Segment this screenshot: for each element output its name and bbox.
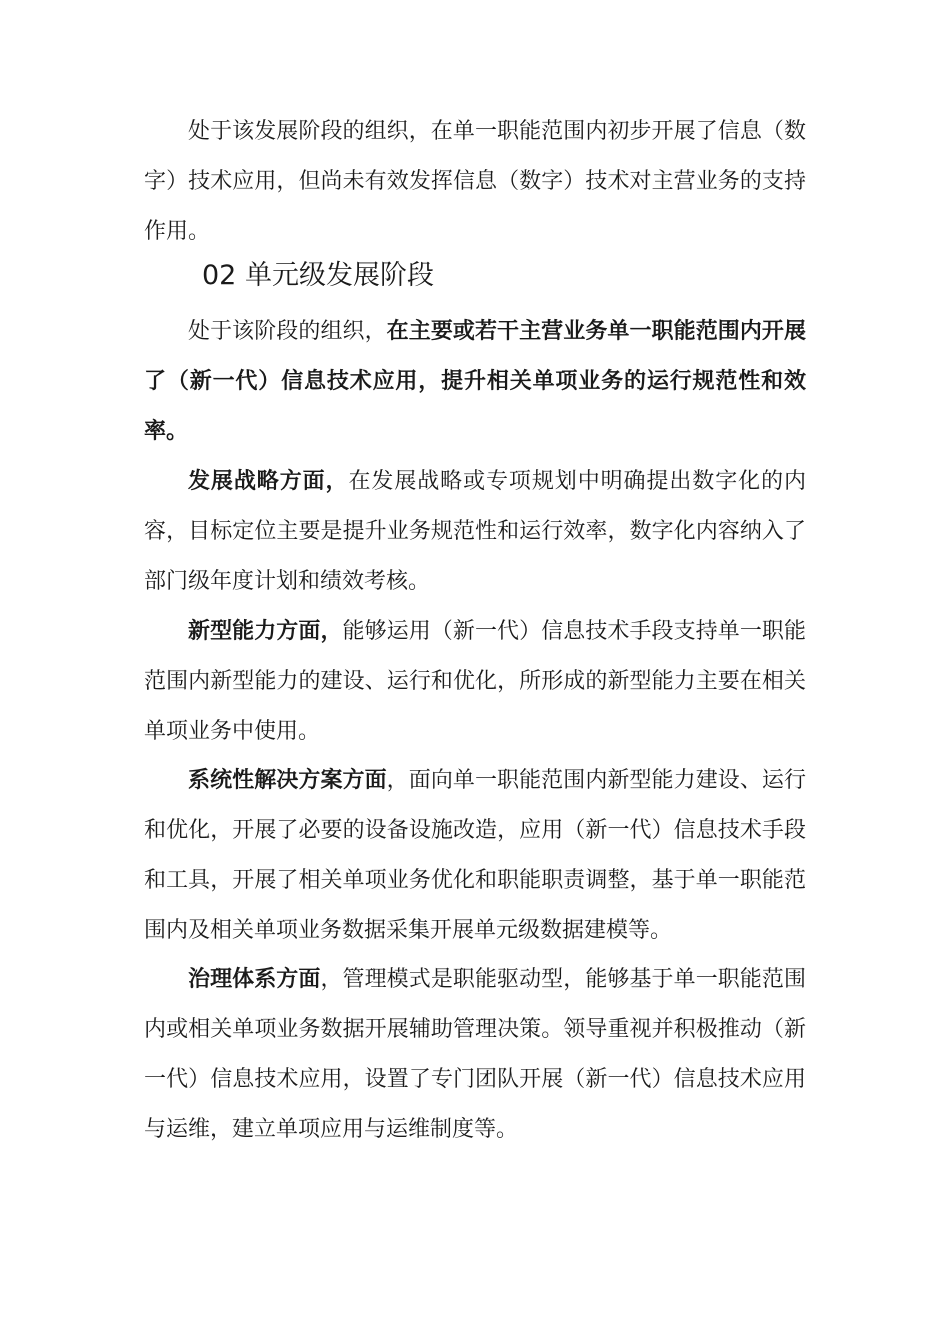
section-heading: 02 单元级发展阶段 (202, 260, 434, 291)
summary-bold-text: 在主要或若干主营业务单一职能范围内开展了（新一代）信息技术应用，提升相关单项业务的运行规范性和效率。 (144, 319, 806, 444)
capability-text: 能够运用（新一代）信息技术手段支持单一职能范围内新型能力的建设、运行和优化，所形成的新型能力主要在相关单项业务中使用。 (144, 619, 806, 744)
capability-paragraph (144, 607, 806, 757)
strategy-label: 发展战略方面， (188, 469, 349, 494)
intro-paragraph (144, 107, 806, 257)
governance-label: 治理体系方面 (188, 967, 321, 992)
capability-label: 新型能力方面， (188, 619, 343, 644)
summary-paragraph (144, 307, 806, 457)
intro-text: 处于该发展阶段的组织，在单一职能范围内初步开展了信息（数字）技术应用，但尚未有效发挥信息（数字）技术对主营业务的支持作用。 (144, 119, 806, 244)
summary-lead: 处于该阶段的组织， (188, 319, 387, 344)
governance-text: ，管理模式是职能驱动型，能够基于单一职能范围内或相关单项业务数据开展辅助管理决策。领导重视并积极推动（新一代）信息技术应用，设置了专门团队开展（新一代）信息技术应用与运维，建立单项应用与运维制度等。 (144, 967, 806, 1142)
strategy-paragraph (144, 457, 806, 607)
governance-paragraph (144, 955, 806, 1155)
solution-label: 系统性解决方案方面 (188, 768, 387, 793)
solution-paragraph (144, 756, 806, 956)
strategy-text: 在发展战略或专项规划中明确提出数字化的内容，目标定位主要是提升业务规范性和运行效率，数字化内容纳入了部门级年度计划和绩效考核。 (144, 469, 806, 594)
solution-text: ，面向单一职能范围内新型能力建设、运行和优化，开展了必要的设备设施改造，应用（新一代）信息技术手段和工具，开展了相关单项业务优化和职能职责调整，基于单一职能范围内及相关单项业务数据采集开展单元级数据建模等。 (144, 768, 806, 943)
